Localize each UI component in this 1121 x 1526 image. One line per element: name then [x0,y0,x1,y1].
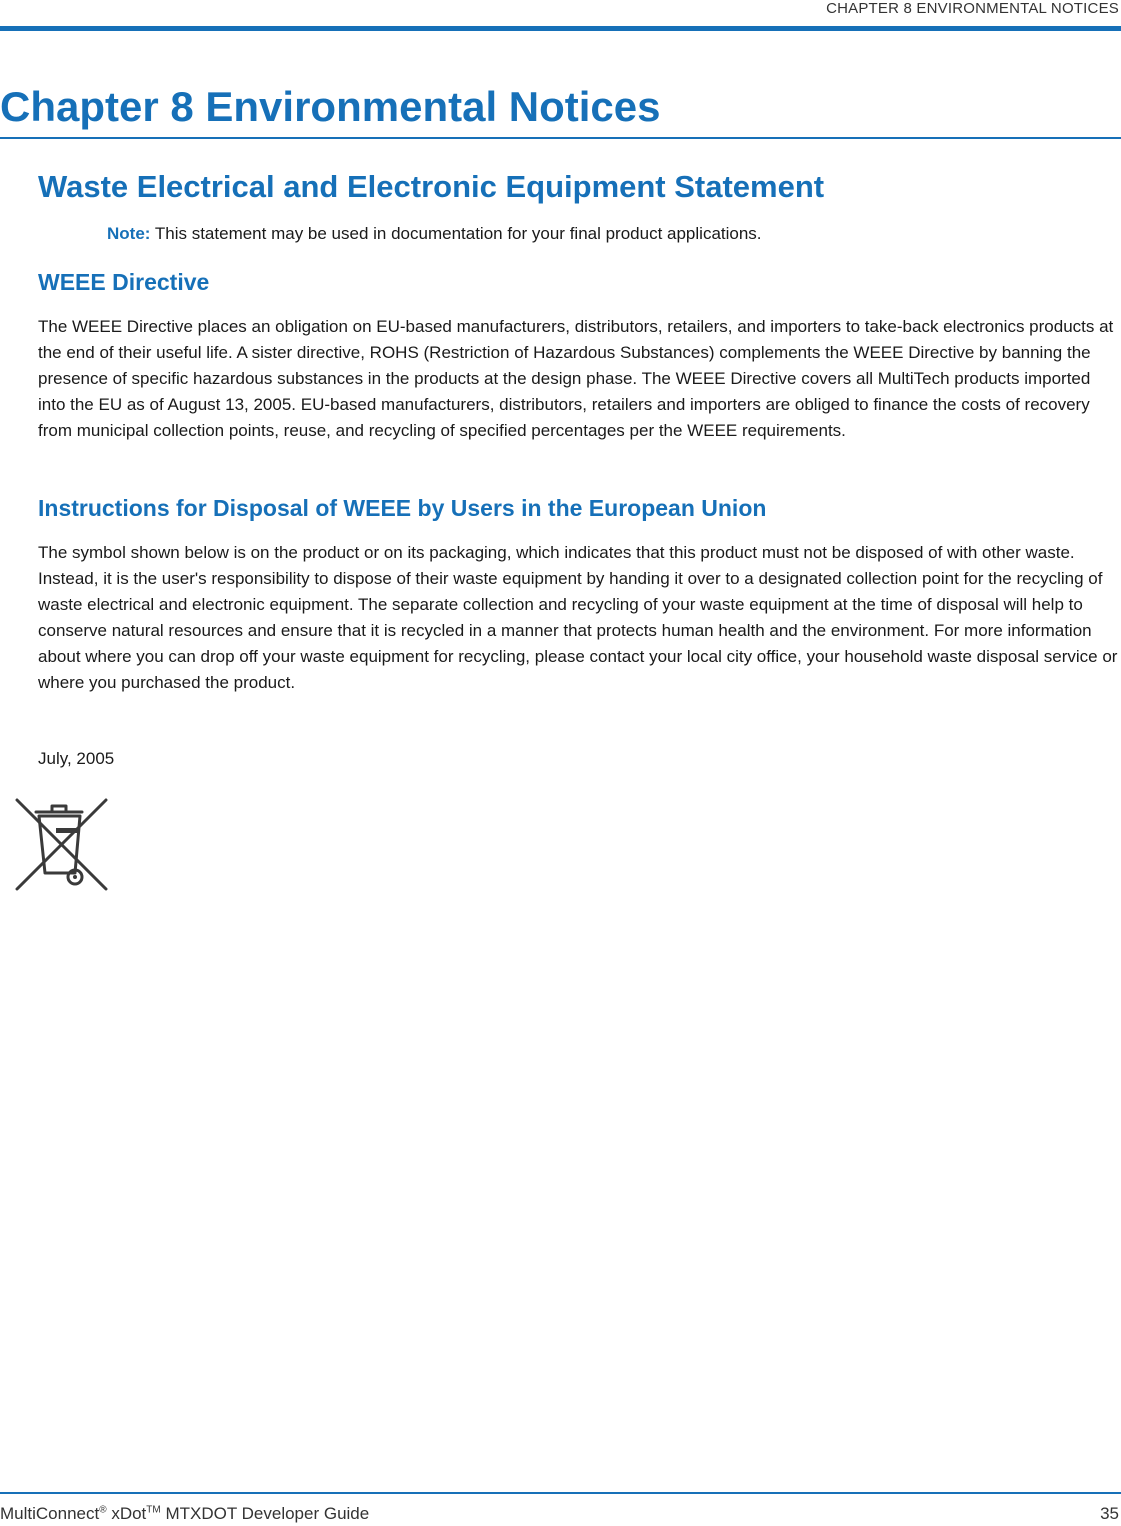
weee-directive-body: The WEEE Directive places an obligation on EU-based manufacturers, distributors, retailers, and importers to take-back electronics products at the end of their useful life. A sister directive, ROHS (Restriction of Hazardous Substances) complements the WEEE Directive by banning the presence of specific hazardous substances in the products at the design phase. The WEEE Directive covers all MultiTech products imported into the EU as of August 13, 2005. EU-based manufacturers, distributors, retailers and importers are obliged to finance the costs of recovery from municipal collection points, reuse, and recycling of specified percentages per the WEEE requirements. [38,317,1114,440]
note-label: Note: [107,224,151,243]
footer-guide: MTXDOT Developer Guide [160,1504,370,1523]
page-number: 35 [1100,1504,1119,1523]
trademark-mark: TM [146,1504,161,1516]
disposal-title: Instructions for Disposal of WEEE by Users in the European Union [38,495,767,521]
crossed-out-wheelie-bin-icon [12,797,110,895]
disposal-body: The symbol shown below is on the product or on its packaging, which indicates that this product must not be disposed of with other waste. Instead, it is the user's responsibility to dispose of their waste equipment by handing it over to a designated collection point for the recycling of waste electrical and electronic equipment. The separate collection and recycling of your waste equipment at the time of disposal will help to conserve natural resources and ensure that it is recycled in a manner that protects human health and the environment. For more information about where you can drop off your waste equipment for recycling, please contact your local city office, your household waste disposal service or where you purchased the product. [38,543,1118,692]
chapter-title: Chapter 8 Environmental Notices [0,83,661,130]
footer-brand: MultiConnect [0,1504,100,1523]
disposal-date: July, 2005 [38,749,115,768]
note-text: This statement may be used in documentation for your final product applications. [150,224,762,243]
registered-mark: ® [99,1504,107,1516]
note [107,222,762,246]
running-header: CHAPTER 8 ENVIRONMENTAL NOTICES [826,0,1119,17]
section-title: Waste Electrical and Electronic Equipment Statement [38,169,825,204]
weee-directive-title: WEEE Directive [38,269,210,295]
header-rule [0,26,1121,31]
footer-product-title [0,1503,369,1525]
footer-product: xDot [106,1504,147,1523]
title-rule [0,137,1121,139]
footer-rule [0,1492,1121,1494]
